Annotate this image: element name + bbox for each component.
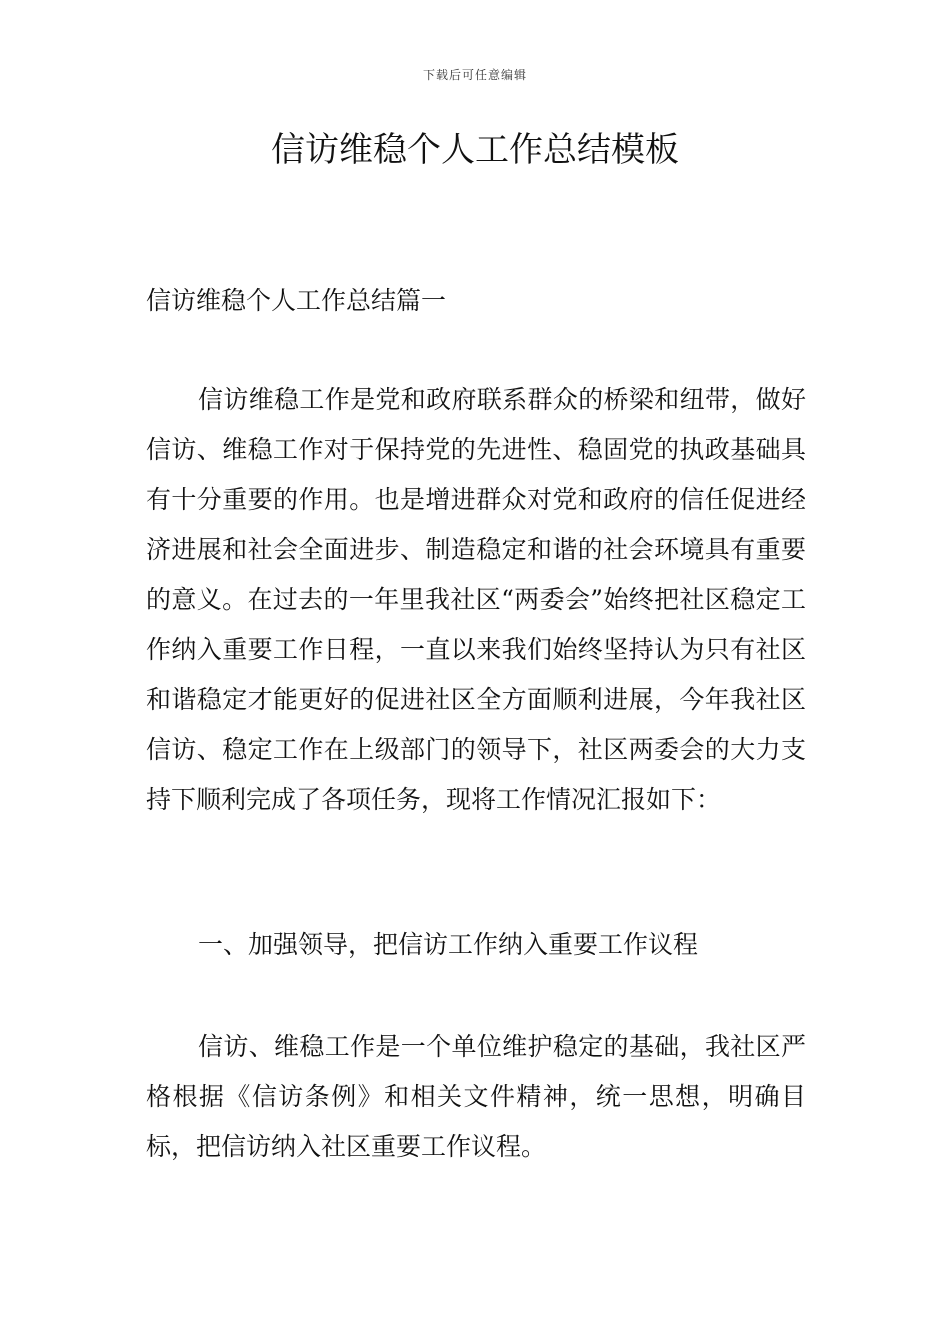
body-paragraph-1: 信访维稳工作是党和政府联系群众的桥梁和纽带，做好信访、维稳工作对于保持党的先进性、稳固党的执政基础具有十分重要的作用。也是增进群众对党和政府的信任促进经济进展和社会全面进步、制造稳定和谐的社会环境具有重要的意义。在过去的一年里我社区“两委会”始终把社区稳定工作纳入重要工作日程，一直以来我们始终坚持认为只有社区和谐稳定才能更好的促进社区全方面顺利进展，今年我社区信访、稳定工作在上级部门的领导下，社区两委会的大力支持下顺利完成了各项任务，现将工作情况汇报如下： bbox=[146, 385, 806, 814]
document-title: 信访维稳个人工作总结模板 bbox=[271, 130, 679, 170]
section-heading-1: 一、加强领导，把信访工作纳入重要工作议程 bbox=[198, 930, 699, 959]
section-title: 信访维稳个人工作总结篇一 bbox=[146, 286, 447, 315]
header-note: 下载后可任意编辑 bbox=[422, 68, 527, 82]
body-paragraph-2: 信访、维稳工作是一个单位维护稳定的基础，我社区严格根据《信访条例》和相关文件精神，统一思想，明确目标，把信访纳入社区重要工作议程。 bbox=[146, 1032, 806, 1161]
